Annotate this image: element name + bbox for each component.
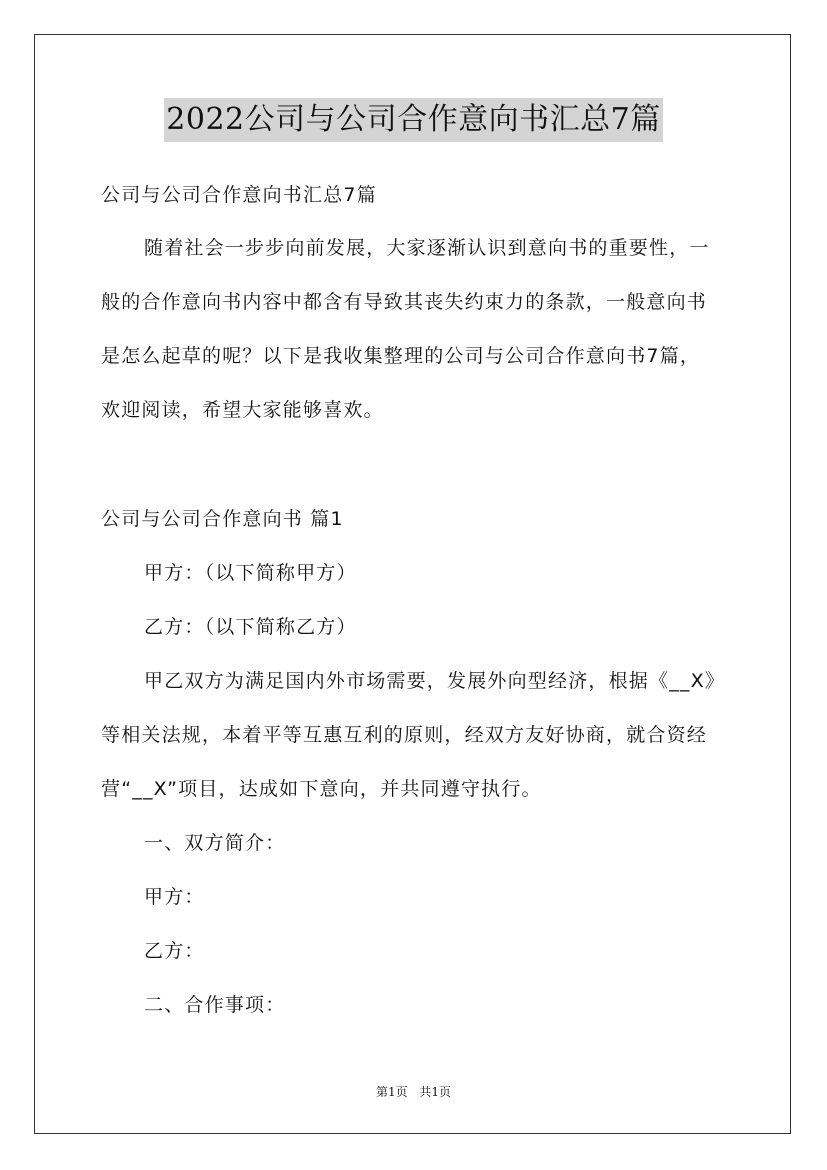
- document-subtitle: 公司与公司合作意向书汇总7篇: [101, 184, 377, 206]
- clause-2-heading: 二、合作事项：: [144, 994, 286, 1016]
- document-title: 2022公司与公司合作意向书汇总7篇: [164, 98, 662, 142]
- body-line-3: 营“__X”项目，达成如下意向，并共同遵守执行。: [101, 778, 542, 800]
- intro-line-2: 般的合作意向书内容中都含有导致其丧失约束力的条款，一般意向书: [101, 291, 708, 313]
- page-total: 共1页: [419, 1085, 452, 1099]
- intro-line-3: 是怎么起草的呢？以下是我收集整理的公司与公司合作意向书7篇，: [101, 345, 701, 367]
- intro-line-4: 欢迎阅读，希望大家能够喜欢。: [101, 399, 384, 421]
- party-a-intro: 甲方：（以下简称甲方）: [144, 562, 357, 584]
- title-container: [0, 98, 827, 142]
- intro-line-1: 随着社会一步步向前发展，大家逐渐认识到意向书的重要性，一: [144, 237, 710, 259]
- section-heading: 公司与公司合作意向书 篇1: [101, 508, 344, 530]
- clause-1-heading: 一、双方简介：: [144, 832, 286, 854]
- party-a-label: 甲方：: [144, 886, 205, 908]
- party-b-intro: 乙方：（以下简称乙方）: [144, 616, 357, 638]
- body-line-2: 等相关法规，本着平等互惠互利的原则，经双方友好协商，就合资经: [101, 724, 708, 746]
- page-number: 第1页: [375, 1085, 408, 1099]
- page-footer: [0, 1083, 827, 1101]
- body-line-1: 甲乙双方为满足国内外市场需要，发展外向型经济，根据《__X》: [144, 670, 726, 692]
- party-b-label: 乙方：: [144, 940, 205, 962]
